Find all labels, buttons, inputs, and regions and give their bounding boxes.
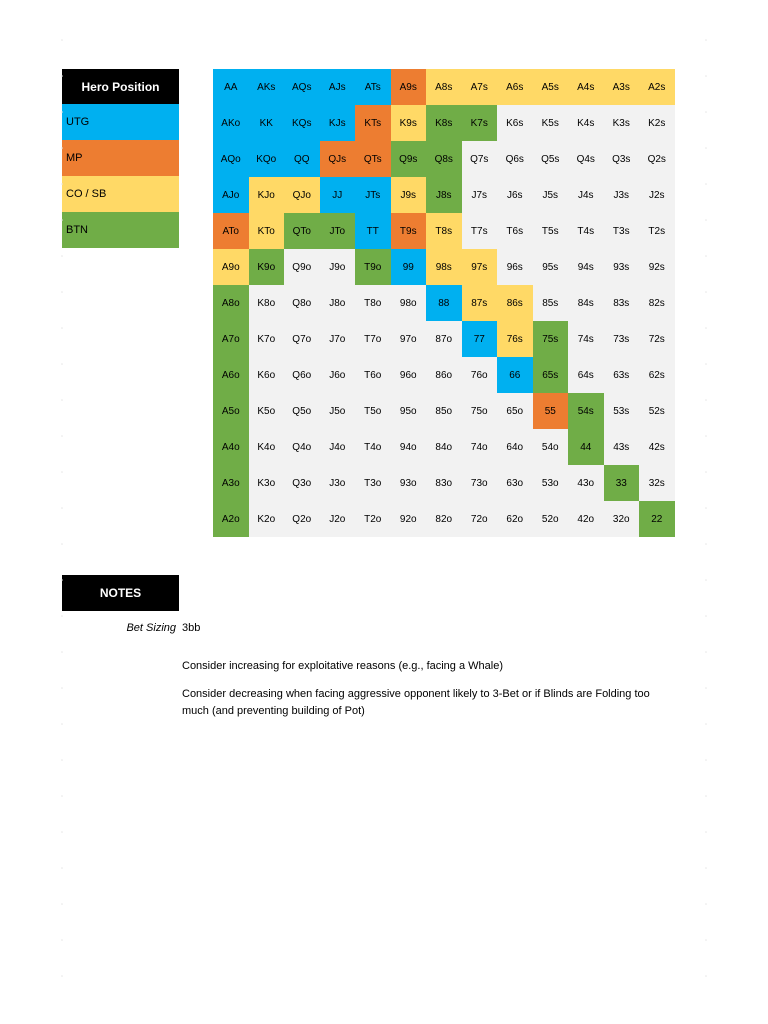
hand-cell: 54o [533,429,569,465]
hand-cell: 73s [604,321,640,357]
hand-cell: 52s [639,393,675,429]
hand-cell: A9o [213,249,249,285]
hand-cell: K2s [639,105,675,141]
hand-cell: 72s [639,321,675,357]
guide-dot [705,831,707,833]
hand-cell: JJ [320,177,356,213]
guide-dot [61,543,63,545]
hand-cell: T7s [462,213,498,249]
hand-cell: T6s [497,213,533,249]
guide-dot [61,831,63,833]
hand-cell: J7s [462,177,498,213]
hand-cell: 95s [533,249,569,285]
hand-cell: AJs [320,69,356,105]
guide-dot [61,255,63,257]
hand-cell: A6s [497,69,533,105]
hand-cell: T3s [604,213,640,249]
hand-cell: 54s [568,393,604,429]
hand-cell: T3o [355,465,391,501]
hand-cell: A8o [213,285,249,321]
hand-cell: QQ [284,141,320,177]
hand-cell: AKs [249,69,285,105]
hand-cell: KTs [355,105,391,141]
hand-cell: 62o [497,501,533,537]
hand-cell: 86o [426,357,462,393]
hand-cell: TT [355,213,391,249]
hand-cell: 83s [604,285,640,321]
hand-cell: 42o [568,501,604,537]
guide-dot [705,327,707,329]
hand-cell: Q4o [284,429,320,465]
hand-cell: 92s [639,249,675,285]
hand-cell: Q5s [533,141,569,177]
hand-cell: 76s [497,321,533,357]
hand-cell: A9s [391,69,427,105]
hand-cell: Q3s [604,141,640,177]
hand-cell: Q5o [284,393,320,429]
hand-cell: K3s [604,105,640,141]
hand-cell: ATo [213,213,249,249]
hand-cell: Q6o [284,357,320,393]
hand-cell: Q8s [426,141,462,177]
guide-dot [705,471,707,473]
hand-cell: Q7s [462,141,498,177]
hand-cell: A3o [213,465,249,501]
guide-dot [61,723,63,725]
hand-cell: Q3o [284,465,320,501]
guide-dot [61,435,63,437]
legend-item-mp: MP [62,140,179,176]
hand-cell: 96o [391,357,427,393]
hand-cell: Q2o [284,501,320,537]
guide-dot [61,471,63,473]
hand-cell: QTs [355,141,391,177]
hand-cell: 85s [533,285,569,321]
hand-cell: K5s [533,105,569,141]
bet-sizing-value: 3bb [182,622,201,634]
hand-cell: T4s [568,213,604,249]
hand-cell: Q9o [284,249,320,285]
hand-cell: 74s [568,321,604,357]
hero-position-legend [62,69,179,248]
hand-cell: 75s [533,321,569,357]
hand-cell: 63o [497,465,533,501]
hand-cell: A7s [462,69,498,105]
hand-cell: 62s [639,357,675,393]
hand-cell: 33 [604,465,640,501]
hand-cell: AJo [213,177,249,213]
hand-cell: 65o [497,393,533,429]
hand-cell: K4s [568,105,604,141]
guide-dot [61,867,63,869]
guide-dot [705,615,707,617]
hand-cell: AA [213,69,249,105]
hand-cell: 93s [604,249,640,285]
hand-cell: KQo [249,141,285,177]
hand-cell: AKo [213,105,249,141]
hand-cell: 32o [604,501,640,537]
hand-cell: K9o [249,249,285,285]
hand-cell: J2s [639,177,675,213]
hand-cell: A4s [568,69,604,105]
guide-dot [705,795,707,797]
hand-cell: J8s [426,177,462,213]
guide-dot [705,291,707,293]
hand-cell: 94s [568,249,604,285]
hand-cell: T8s [426,213,462,249]
hand-cell: A6o [213,357,249,393]
hand-cell: 95o [391,393,427,429]
hand-cell: K4o [249,429,285,465]
guide-dot [61,615,63,617]
hand-cell: K2o [249,501,285,537]
hand-cell: 93o [391,465,427,501]
hand-cell: K9s [391,105,427,141]
hand-cell: 66 [497,357,533,393]
hand-cell: 63s [604,357,640,393]
hand-cell: J7o [320,321,356,357]
guide-dot [705,939,707,941]
guide-dot [61,759,63,761]
guide-dot [705,219,707,221]
guide-dot [61,399,63,401]
hand-cell: J3o [320,465,356,501]
guide-dot [61,507,63,509]
hand-cell: AQs [284,69,320,105]
hand-cell: A8s [426,69,462,105]
guide-dot [61,363,63,365]
hand-cell: KJs [320,105,356,141]
hand-cell: A7o [213,321,249,357]
hand-cell: 97o [391,321,427,357]
hand-cell: K7s [462,105,498,141]
hand-cell: J8o [320,285,356,321]
hand-cell: K3o [249,465,285,501]
hand-cell: 53s [604,393,640,429]
guide-dot [705,39,707,41]
guide-dot [705,867,707,869]
guide-dot [61,327,63,329]
guide-dot [705,687,707,689]
hand-cell: 88 [426,285,462,321]
hand-cell: 84o [426,429,462,465]
guide-dot [705,723,707,725]
hand-cell: QJs [320,141,356,177]
guide-dot [705,147,707,149]
bet-sizing-label: Bet Sizing [126,622,176,634]
guide-dot [705,543,707,545]
hand-cell: JTo [320,213,356,249]
hand-cell: T4o [355,429,391,465]
hand-cell: KQs [284,105,320,141]
note-line-increase: Consider increasing for exploitative reasons (e.g., facing a Whale) [182,660,503,672]
hand-cell: 64s [568,357,604,393]
note-line-decrease: Consider decreasing when facing aggressive opponent likely to 3-Bet or if Blinds are Folding too much (and preventing building of Pot) [182,688,650,717]
hand-cell: 76o [462,357,498,393]
guide-dot [705,435,707,437]
guide-dot [705,399,707,401]
hand-cell: 85o [426,393,462,429]
hand-cell: K6o [249,357,285,393]
hand-cell: A4o [213,429,249,465]
hand-cell: T2s [639,213,675,249]
guide-dot [705,651,707,653]
hand-cell: 75o [462,393,498,429]
hand-cell: J3s [604,177,640,213]
guide-dot [705,579,707,581]
hand-cell: J9s [391,177,427,213]
hand-cell: 97s [462,249,498,285]
hand-cell: T8o [355,285,391,321]
hand-cell: K7o [249,321,285,357]
hand-cell: K6s [497,105,533,141]
hand-cell: 83o [426,465,462,501]
hand-cell: T9s [391,213,427,249]
hand-cell: 64o [497,429,533,465]
guide-dot [705,75,707,77]
hand-cell: 74o [462,429,498,465]
hand-cell: 43o [568,465,604,501]
hand-cell: AQo [213,141,249,177]
guide-dot [705,759,707,761]
hand-cell: 92o [391,501,427,537]
hand-cell: 84s [568,285,604,321]
guide-dot [705,903,707,905]
hand-cell: 86s [497,285,533,321]
notes-header: NOTES [62,575,179,611]
hand-cell: 98o [391,285,427,321]
hand-cell: Q2s [639,141,675,177]
hand-cell: 44 [568,429,604,465]
hand-cell: 98s [426,249,462,285]
hand-cell: T6o [355,357,391,393]
hand-cell: 22 [639,501,675,537]
hand-cell: J6o [320,357,356,393]
hand-cell: KK [249,105,285,141]
hand-cell: T9o [355,249,391,285]
hand-cell: Q6s [497,141,533,177]
guide-dot [705,111,707,113]
legend-item-btn: BTN [62,212,179,248]
guide-dot [61,939,63,941]
hand-cell: 65s [533,357,569,393]
hand-cell: 42s [639,429,675,465]
hand-cell: K8o [249,285,285,321]
legend-header: Hero Position [62,69,179,104]
hand-cell: A3s [604,69,640,105]
guide-dot [705,255,707,257]
guide-dot [61,291,63,293]
hand-cell: A5s [533,69,569,105]
hand-cell: 72o [462,501,498,537]
hand-cell: 32s [639,465,675,501]
hand-cell: 99 [391,249,427,285]
guide-dot [61,903,63,905]
guide-dot [61,651,63,653]
hand-cell: A5o [213,393,249,429]
hand-cell: QTo [284,213,320,249]
hand-cell: ATs [355,69,391,105]
guide-dot [61,687,63,689]
guide-dot [61,975,63,977]
hand-cell: A2s [639,69,675,105]
hand-cell: 55 [533,393,569,429]
hand-cell: 53o [533,465,569,501]
hand-cell: K8s [426,105,462,141]
hand-cell: 73o [462,465,498,501]
guide-dot [705,363,707,365]
hand-cell: 77 [462,321,498,357]
hand-cell: JTs [355,177,391,213]
hand-cell: 52o [533,501,569,537]
hand-cell: J4s [568,177,604,213]
hand-cell: K5o [249,393,285,429]
guide-dot [705,507,707,509]
hand-range-grid [213,69,675,537]
hand-cell: J6s [497,177,533,213]
hand-cell: J5s [533,177,569,213]
hand-cell: KJo [249,177,285,213]
guide-dot [705,975,707,977]
hand-cell: T2o [355,501,391,537]
legend-item-co-sb: CO / SB [62,176,179,212]
hand-cell: J2o [320,501,356,537]
hand-cell: 96s [497,249,533,285]
hand-cell: 82s [639,285,675,321]
hand-cell: J5o [320,393,356,429]
hand-cell: Q4s [568,141,604,177]
hand-cell: Q8o [284,285,320,321]
hand-cell: J9o [320,249,356,285]
hand-cell: 43s [604,429,640,465]
hand-cell: 87o [426,321,462,357]
hand-cell: Q9s [391,141,427,177]
hand-cell: T5o [355,393,391,429]
hand-cell: T7o [355,321,391,357]
guide-dot [61,795,63,797]
hand-cell: A2o [213,501,249,537]
hand-cell: 87s [462,285,498,321]
hand-cell: 94o [391,429,427,465]
hand-cell: T5s [533,213,569,249]
guide-dot [61,39,63,41]
hand-cell: KTo [249,213,285,249]
guide-dot [705,183,707,185]
hand-cell: 82o [426,501,462,537]
hand-cell: J4o [320,429,356,465]
hand-cell: QJo [284,177,320,213]
hand-cell: Q7o [284,321,320,357]
legend-item-utg: UTG [62,104,179,140]
